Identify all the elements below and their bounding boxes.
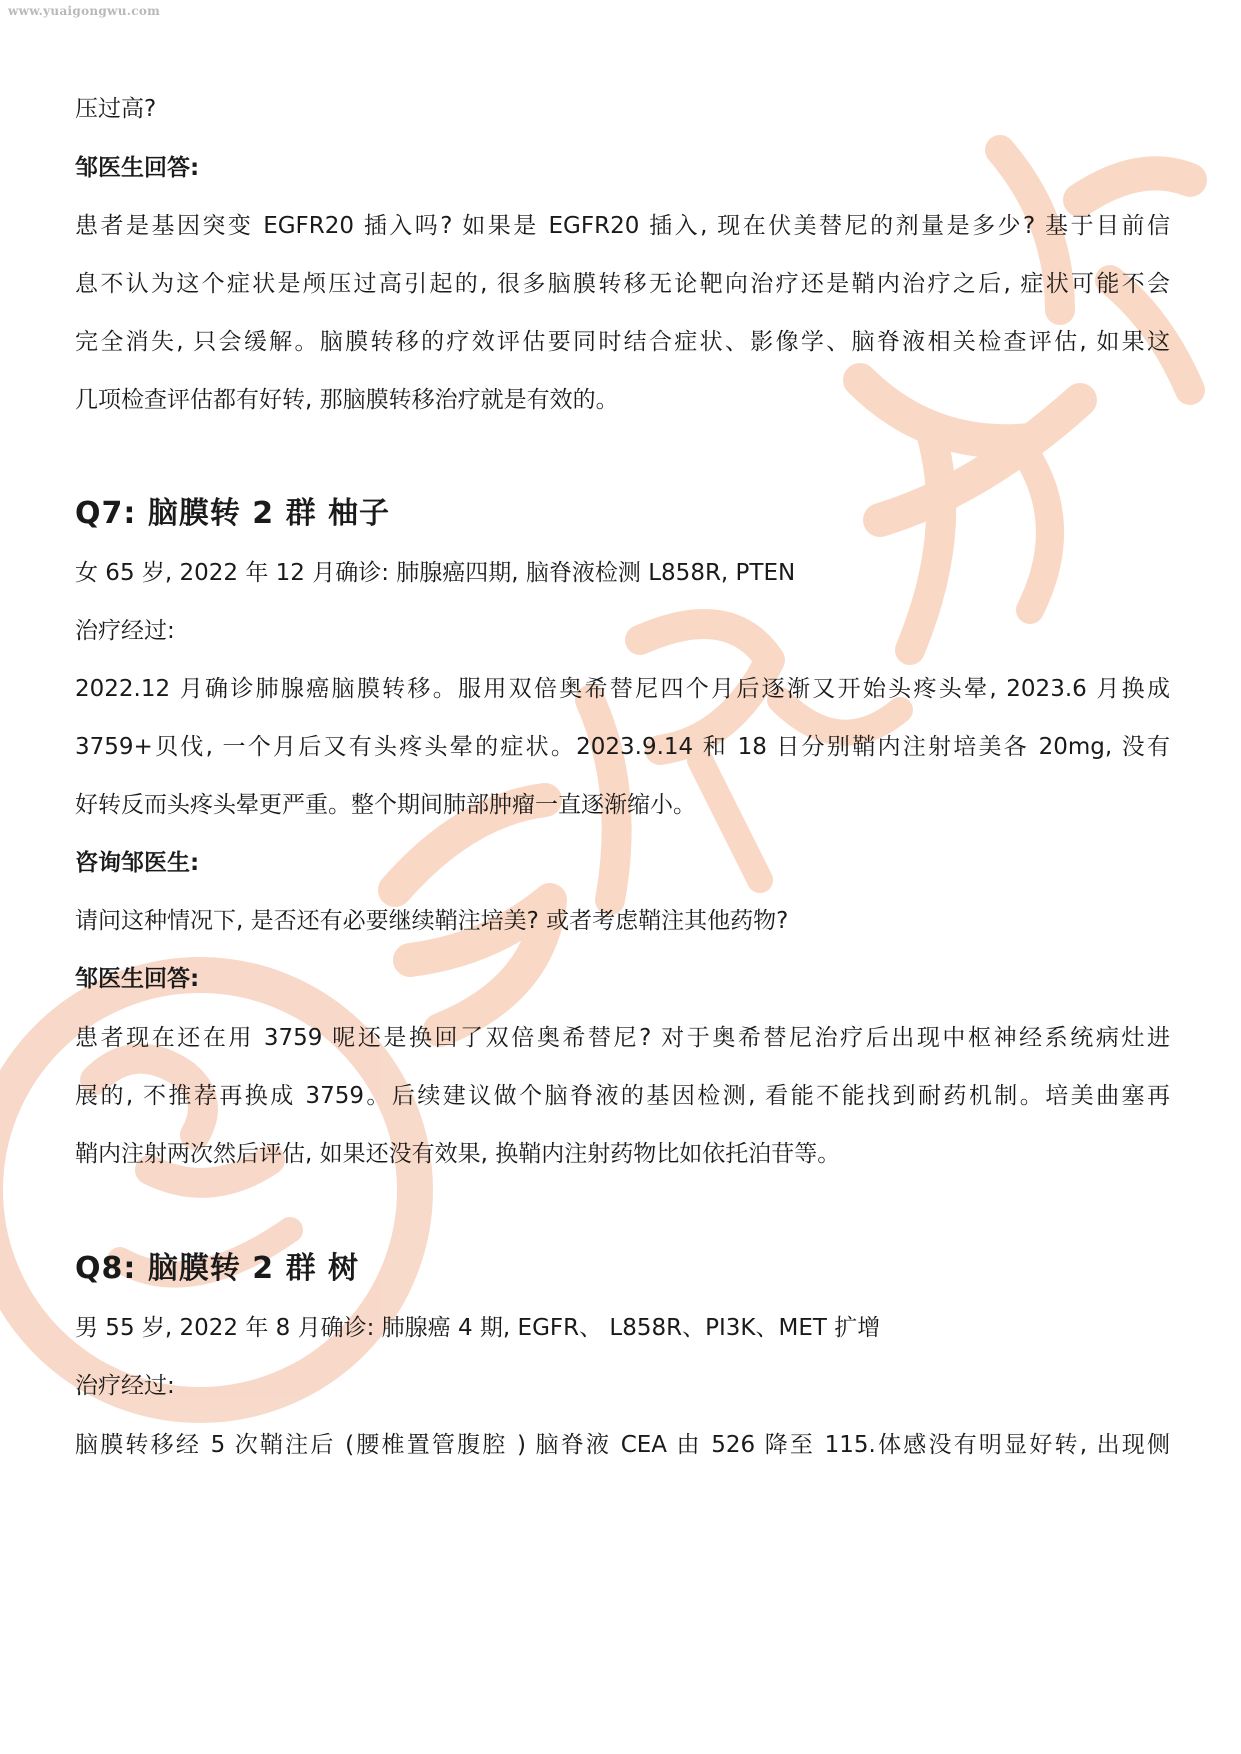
paragraph-line: 2022.12 月确诊肺腺癌脑膜转移。服用双倍奥希替尼四个月后逐渐又开始头疼头晕, 2023.6 月换成 [75, 676, 1170, 702]
treatment-label: 治疗经过: [75, 618, 175, 644]
paragraph-line: 完全消失, 只会缓解。脑膜转移的疗效评估要同时结合症状、影像学、脑脊液相关检查评估, 如果这 [75, 329, 1170, 355]
consult-label: 咨询邹医生: [75, 850, 200, 876]
answer-label: 邹医生回答: [75, 966, 200, 992]
paragraph-line: 3759+贝伐, 一个月后又有头疼头晕的症状。2023.9.14 和 18 日分别鞘内注射培美各 20mg, 没有 [75, 734, 1170, 760]
site-watermark-text: www.yuaigongwu.com [8, 4, 161, 18]
paragraph-line: 鞘内注射两次然后评估, 如果还没有效果, 换鞘内注射药物比如依托泊苷等。 [75, 1141, 841, 1167]
patient-info: 男 55 岁, 2022 年 8 月确诊: 肺腺癌 4 期, EGFR、 L858R、PI3K、MET 扩增 [75, 1315, 881, 1341]
section-heading-q8: Q8: 脑膜转 2 群 树 [75, 1251, 360, 1286]
paragraph-line: 展的, 不推荐再换成 3759。后续建议做个脑脊液的基因检测, 看能不能找到耐药机制。培美曲塞再 [75, 1083, 1170, 1109]
patient-info: 女 65 岁, 2022 年 12 月确诊: 肺腺癌四期, 脑脊液检测 L858R, PTEN [75, 560, 796, 586]
paragraph-line: 压过高? [75, 96, 157, 122]
paragraph-line: 患者现在还在用 3759 呢还是换回了双倍奥希替尼? 对于奥希替尼治疗后出现中枢神经系统病灶进 [75, 1025, 1170, 1051]
paragraph-line: 患者是基因突变 EGFR20 插入吗? 如果是 EGFR20 插入, 现在伏美替尼的剂量是多少? 基于目前信 [75, 213, 1170, 239]
section-heading-q7: Q7: 脑膜转 2 群 柚子 [75, 496, 391, 531]
answer-label: 邹医生回答: [75, 155, 200, 181]
consult-question: 请问这种情况下, 是否还有必要继续鞘注培美? 或者考虑鞘注其他药物? [75, 908, 789, 934]
paragraph-line: 脑膜转移经 5 次鞘注后 (腰椎置管腹腔 ) 脑脊液 CEA 由 526 降至 115.体感没有明显好转, 出现侧 [75, 1432, 1170, 1458]
paragraph-line: 好转反而头疼头晕更严重。整个期间肺部肿瘤一直逐渐缩小。 [75, 792, 696, 818]
paragraph-line: 几项检查评估都有好转, 那脑膜转移治疗就是有效的。 [75, 387, 619, 413]
paragraph-line: 息不认为这个症状是颅压过高引起的, 很多脑膜转移无论靶向治疗还是鞘内治疗之后, 症状可能不会 [75, 271, 1170, 297]
treatment-label: 治疗经过: [75, 1373, 175, 1399]
